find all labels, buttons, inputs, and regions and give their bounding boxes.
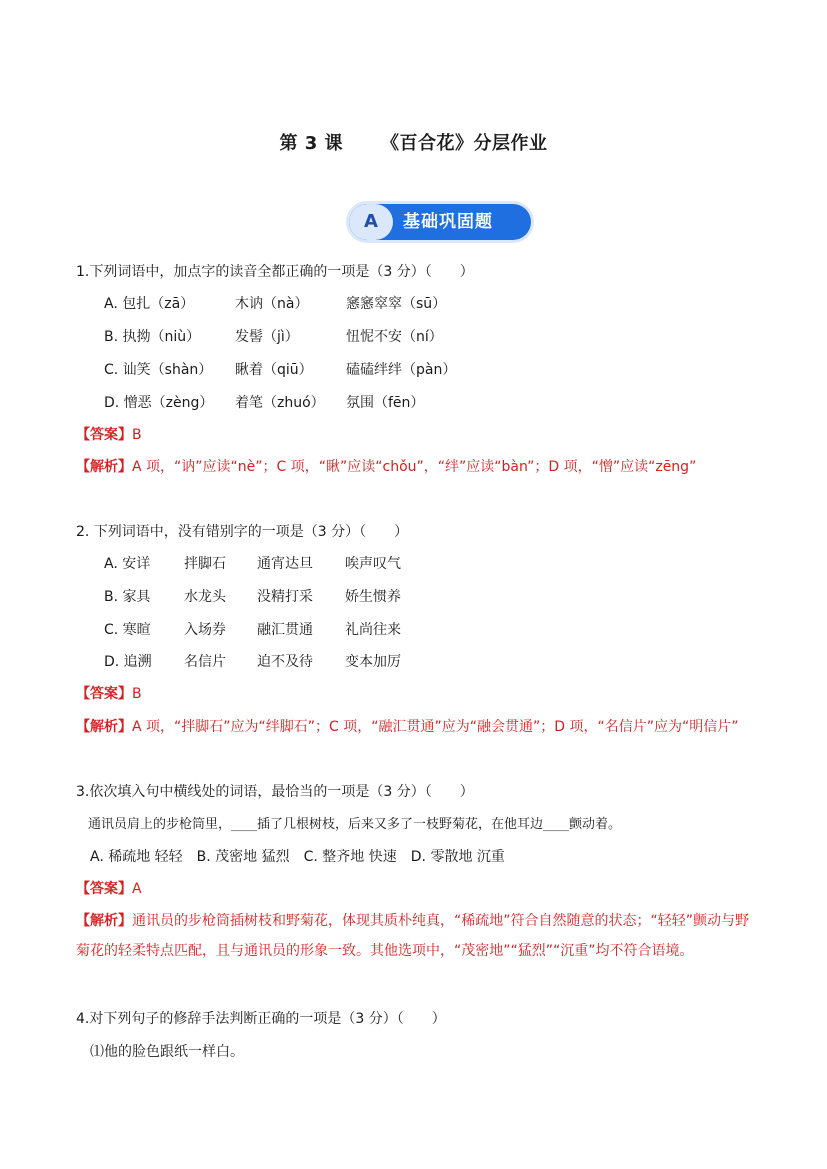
q1-answer: 【答案】B	[76, 427, 142, 443]
q1-a-2: 木讷（nà）	[235, 296, 309, 312]
q1-stem: 1.下列词语中，加点字的读音全都正确的一项是（3 分）（ ）	[76, 264, 474, 280]
q2-a-4: 唉声叹气	[345, 556, 401, 572]
q2-stem: 2. 下列词语中，没有错别字的一项是（3 分）（ ）	[76, 524, 409, 540]
q1-d-1: D. 憎恶（zèng）	[104, 395, 214, 411]
q2-a-2: 拌脚石	[184, 556, 226, 572]
q2-d-2: 名信片	[184, 654, 226, 670]
section-badge	[349, 204, 531, 240]
lesson-name: 《百合花》分层作业	[381, 133, 548, 154]
q1-b-2: 发髻（jì）	[235, 329, 299, 345]
section-letter: A	[349, 204, 393, 240]
q2-a-3: 通宵达旦	[257, 556, 313, 572]
q2-d-3: 迫不及待	[257, 654, 313, 670]
q1-a-1: A. 包扎（zā）	[104, 296, 195, 312]
q1-c-3: 磕磕绊绊（pàn）	[346, 362, 457, 378]
q2-c-4: 礼尚往来	[345, 622, 401, 638]
q2-d-4: 变本加厉	[345, 654, 401, 670]
q2-c-2: 入场券	[184, 622, 226, 638]
q2-explanation: 【解析】A 项，“拌脚石”应为“绊脚石”；C 项，“融汇贯通”应为“融会贯通”；D 项，“名信片”应为“明信片”	[76, 719, 739, 735]
q1-b-1: B. 执拗（niù）	[104, 329, 201, 345]
q2-answer: 【答案】B	[76, 686, 142, 702]
q3-sentence: 通讯员肩上的步枪筒里，____插了几根树枝，后来又多了一枝野菊花，在他耳边____颤动着。	[88, 817, 622, 832]
q3-explanation: 【解析】通讯员的步枪筒插树枝和野菊花，体现其质朴纯真，“稀疏地”符合自然随意的状态；“轻轻”颤动与野菊花的轻柔特点匹配，且与通讯员的形象一致。其他选项中，“茂密地”“猛烈”“沉重”均不符合语境。	[76, 913, 750, 959]
q4-item-1: ⑴他的脸色跟纸一样白。	[90, 1044, 244, 1060]
q3-answer: 【答案】A	[76, 881, 142, 897]
q1-a-3: 窸窸窣窣（sū）	[346, 296, 447, 312]
q1-explanation: 【解析】A 项，“讷”应读“nè”；C 项，“瞅”应读“chǒu”，“绊”应读“bàn”；D 项，“憎”应读“zēng”	[76, 459, 697, 475]
q2-b-1: B. 家具	[104, 589, 151, 605]
q1-d-2: 着笔（zhuó）	[235, 395, 325, 411]
q2-c-1: C. 寒暄	[104, 622, 151, 638]
q4-stem: 4.对下列句子的修辞手法判断正确的一项是（3 分）（ ）	[76, 1011, 446, 1027]
q2-c-3: 融汇贯通	[257, 622, 313, 638]
q2-b-2: 水龙头	[184, 589, 226, 605]
q3-stem: 3.依次填入句中横线处的词语，最恰当的一项是（3 分）（ ）	[76, 784, 474, 800]
lesson-number: 第 3 课	[279, 133, 344, 154]
q3-options: A. 稀疏地 轻轻 B. 茂密地 猛烈 C. 整齐地 快速 D. 零散地 沉重	[90, 849, 505, 865]
section-label: 基础巩固题	[403, 212, 493, 232]
q1-d-3: 氛围（fēn）	[346, 395, 425, 411]
q2-a-1: A. 安详	[104, 556, 151, 572]
q2-d-1: D. 追溯	[104, 654, 152, 670]
q1-c-1: C. 讪笑（shàn）	[104, 362, 213, 378]
q1-b-3: 忸怩不安（ní）	[346, 329, 443, 345]
q2-b-3: 没精打采	[257, 589, 313, 605]
q1-c-2: 瞅着（qiū）	[235, 362, 313, 378]
page-title	[0, 134, 827, 154]
q2-b-4: 娇生惯养	[345, 589, 401, 605]
